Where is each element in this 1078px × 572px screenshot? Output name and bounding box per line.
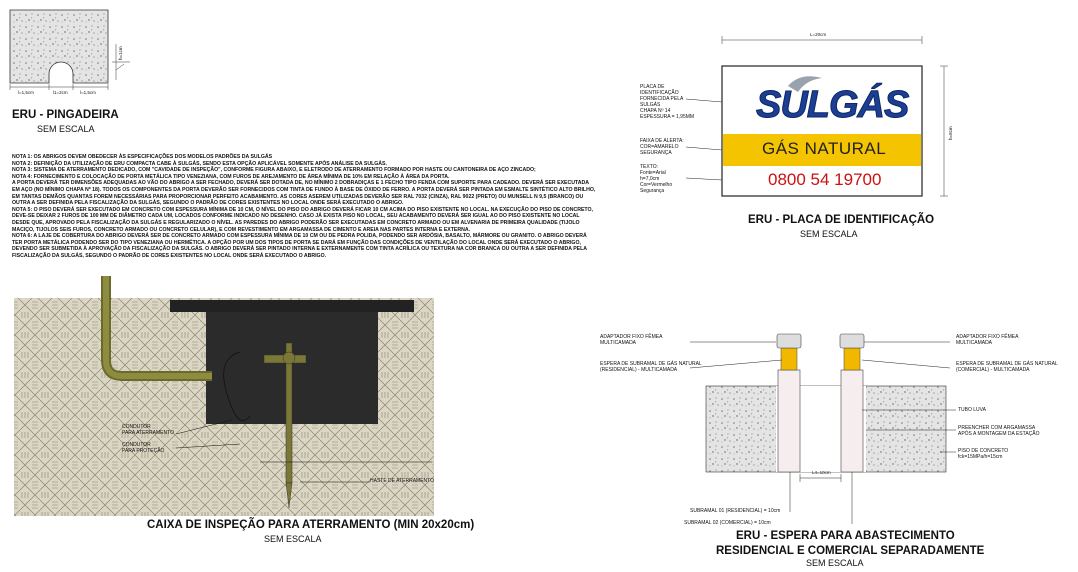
espera-scale: SEM ESCALA — [806, 558, 864, 568]
placa-dim-width: L=20cm — [810, 32, 827, 37]
note-line: DEVE-SE DEIXAR 2 FUROS DE 100 MM DE DIÂMETRO CADA UM, LOCADOS CONFORME INDICADO NO DESENHO. CASO JÁ EXISTA PISO NO LOCAL, SEU ACABAMENTO DEVERÁ SER IGUAL AO DO PISO EXISTENTE NO LOCAL — [12, 213, 580, 220]
note-line: NOTA 2: DEFINIÇÃO DA UTILIZAÇÃO DE ERU COMPACTA CABE À SULGÁS, SENDO ESTA OPÇÃO APLICÁVEL SOMENTE APÓS ANÁLISE DA SULGÁS. — [12, 160, 387, 167]
notes-block — [12, 154, 595, 260]
note-line: FISCALIZAÇÃO DA SULGÁS, SEGUNDO O PADRÃO DE CORES EXISTENTES NO LOCAL ONDE SERÁ EXECUTADO O ABRIGO. — [12, 252, 327, 259]
label-adaptador-right: ADAPTADOR FIXO FÊMEA MULTICAMADA — [956, 334, 1019, 346]
pingadeira-scale: SEM ESCALA — [37, 124, 95, 134]
label-texto: TEXTO: Fonte=Arial h=7,0cm Cor=Vermelho Segurança — [640, 164, 673, 194]
label-condutor-aterramento: CONDUTOR PARA ATERRAMENTO — [122, 424, 174, 436]
label-subramal-02: SUBRAMAL 02 (COMERCIAL) = 10cm — [684, 520, 771, 526]
pingadeira-dim-left: l=1,5cm — [18, 90, 34, 95]
label-piso: PISO DE CONCRETO fck=15MPa/h=15cm — [958, 448, 1009, 460]
label-adaptador-left: ADAPTADOR FIXO FÊMEA MULTICAMADA — [600, 334, 663, 346]
note-line: DEVENDO SER SUBMETIDA À APROVAÇÃO DA FISCALIZAÇÃO DA SULGÁS. O ABRIGO DEVERÁ SER PINTADO INTERNA E EXTERNAMENTE COM TINTA ACRÍLICA OU TEXTURA NA COR BRANCA OU OUTRA A SER DEFINIDA PELA — [12, 246, 588, 253]
note-line: TER PORTA METÁLICA PODENDO SER DO TIPO VENEZIANA OU HERMÉTICA. A OPÇÃO POR UM DOS TIPOS DE PORTA SE DARÁ EM FUNÇÃO DAS CONDIÇÕES DE VENTILAÇÃO DO LOCAL ONDE SERÁ EXECUTADO O ABRIGO, — [12, 239, 581, 246]
espera-title-line1: ERU - ESPERA PARA ABASTECIMENTO — [736, 530, 955, 542]
label-condutor-protecao: CONDUTOR PARA PROTEÇÃO — [122, 442, 165, 454]
label-faixa: FAIXA DE ALERTA: COR=AMARELO SEGURANÇA — [640, 138, 684, 156]
label-espera-left: ESPERA DE SUBRAMAL DE GÁS NATURAL (RESIDENCIAL) - MULTICAMADA — [600, 361, 702, 373]
pingadeira-dim-center: l1=2cm — [53, 90, 68, 95]
pingadeira-title: ERU - PINGADEIRA — [12, 109, 119, 121]
placa-band-text: GÁS NATURAL — [762, 139, 887, 158]
placa-title: ERU - PLACA DE IDENTIFICAÇÃO — [748, 214, 935, 226]
placa-dim-height: h=8cm — [948, 126, 953, 140]
pingadeira-dim-height: h=1cm — [118, 46, 123, 60]
label-haste: HASTE DE ATERRAMENTO — [370, 478, 434, 484]
note-line: NOTA 5: O PISO DEVERÁ SER EXECUTADO EM CONCRETO COM ESPESSURA MÍNIMA DE 10 CM, O NÍVEL DO PISO DO ABRIGO DEVERÁ FICAR 10 CM ACIMA DO PISO EXISTENTE NO LOCAL. NA EXECUÇÃO DO PISO DE CONCRETO, — [12, 206, 593, 213]
placa-phone: 0800 54 19700 — [768, 170, 882, 189]
note-line: NOTA 3: SISTEMA DE ATERRAMENTO DEDICADO, COM "CAVIDADE DE INSPEÇÃO", CONFORME FIGURA ABAIXO, E ELETRODO DE ATERRAMENTO FORMADO POR HASTE OU CANTONEIRA DE AÇO ZINCADO; — [12, 167, 536, 174]
note-line: MACIÇO, TIJOLOS SEIS FUROS, CONCRETO ARMADO OU CONCRETO CELULAR), E COM REVESTIMENTO EM ARGAMASSA DE CIMENTO E AREIA NAS PARTES INTERNA E EXTERNA. — [12, 226, 471, 233]
sulgas-logo: SULGÁS — [756, 84, 909, 126]
note-line: NOTA 6: A LAJE DE COBERTURA DO ABRIGO DEVERÁ SER DE CONCRETO ARMADO COM ESPESSURA MÍNIMA DE 10 CM OU DE PEDRA POLIDA, PODENDO SER ARDÓSIA, BASALTO, MÁRMORE OU GRANITO. O ABRIGO DEVERÁ — [12, 233, 587, 240]
pingadeira-dim-right: l=1,5cm — [80, 90, 96, 95]
espera-title-line2: RESIDENCIAL E COMERCIAL SEPARADAMENTE — [716, 545, 985, 557]
note-line: A PORTA DEVERÁ TER DIMENSÕES ADEQUADAS AO VÃO DO ABRIGO A SER FECHADO, DEVERÁ SER DOTADA DE, NO MÍNIMO 2 DOBRADIÇAS E 1 FECHO TIPO FENDA COM SUPORTE PARA CADEADO. DEVERÁ SER EXECUTADA — [12, 180, 589, 187]
label-espera-right: ESPERA DE SUBRAMAL DE GÁS NATURAL (COMERCIAL) - MULTICAMADA — [956, 361, 1058, 373]
caixa-scale: SEM ESCALA — [264, 534, 322, 544]
label-tubo-luva: TUBO LUVA — [958, 407, 986, 413]
note-line: EM TANTAS DEMÃOS QUANTAS FOREM NECESSÁRIAS PARA PROPORCIONAR PERFEITO ACABAMENTO. AS CORES ASEREM UTILIZADAS DEVERÃO SER RAL 7032 (CINZA), RAL 9022 (PRETO) OU MUNSELL N 9,5 (BRANCO) OU — [12, 193, 584, 200]
note-line: EM AÇO (NO MÍNIMO CHAPA Nº 18). TODOS OS COMPONENTES DA PORTA DEVERÃO SER FORNECIDOS COM TINTA DE FUNDO À BASE DE ÓXIDO DE FERRO. A PORTA DEVERÁ SER PINTADA EM ESMALTE SINTÉTICO ALTO BRILHO, — [12, 186, 596, 193]
espera-drawing — [690, 334, 956, 524]
label-subramal-01: SUBRAMAL 01 (RESIDENCIAL) = 10cm — [690, 508, 781, 514]
label-preencher: PREENCHER COM ARGAMASSA APÓS A MONTAGEM DA ESTAÇÃO — [958, 425, 1040, 437]
espera-dim-spacing: L4=10cm — [812, 470, 831, 475]
pingadeira-drawing — [10, 10, 130, 90]
placa-scale: SEM ESCALA — [800, 229, 858, 239]
note-line: OUTRA A SER DEFINIDA PELA FISCALIZAÇÃO DA SULGÁS, SEGUNDO O PADRÃO DE CORES EXISTENTES NO LOCAL ONDE SERÁ EXECUTADO O ABRIGO. — [12, 200, 404, 207]
label-placa: PLACA DE IDENTIFICAÇÃO FORNECIDA PELA SULGÁS CHAPA Nº 14 ESPESSURA = 1,95MM — [640, 84, 695, 120]
note-line: DESDE QUE, APROVADO PELA FISCALIZAÇÃO DA SULGÁS E REGULARIZADO O NÍVEL. AS PAREDES DO ABRIGO PODERÃO SER EXECUTADAS EM CONCRETO ARMADO OU EM ALVENARIA DE PRIMEIRA QUALIDADE (TIJOLO — [12, 219, 580, 226]
note-line: NOTA 4: FORNECIMENTO E COLOCAÇÃO DE PORTA METÁLICA TIPO VENEZIANA, COM FUROS DE AREJAMENTO DE ÁREA MÍNIMA DE 10% EM RELAÇÃO À ÁREA DA PORTA. — [12, 173, 450, 180]
caixa-title: CAIXA DE INSPEÇÃO PARA ATERRAMENTO (MIN 20x20cm) — [147, 519, 475, 531]
note-line: NOTA 1: OS ABRIGOS DEVEM OBEDECER ÀS ESPECIFICAÇÕES DOS MODELOS PADRÕES DA SULGÁS — [12, 154, 273, 160]
